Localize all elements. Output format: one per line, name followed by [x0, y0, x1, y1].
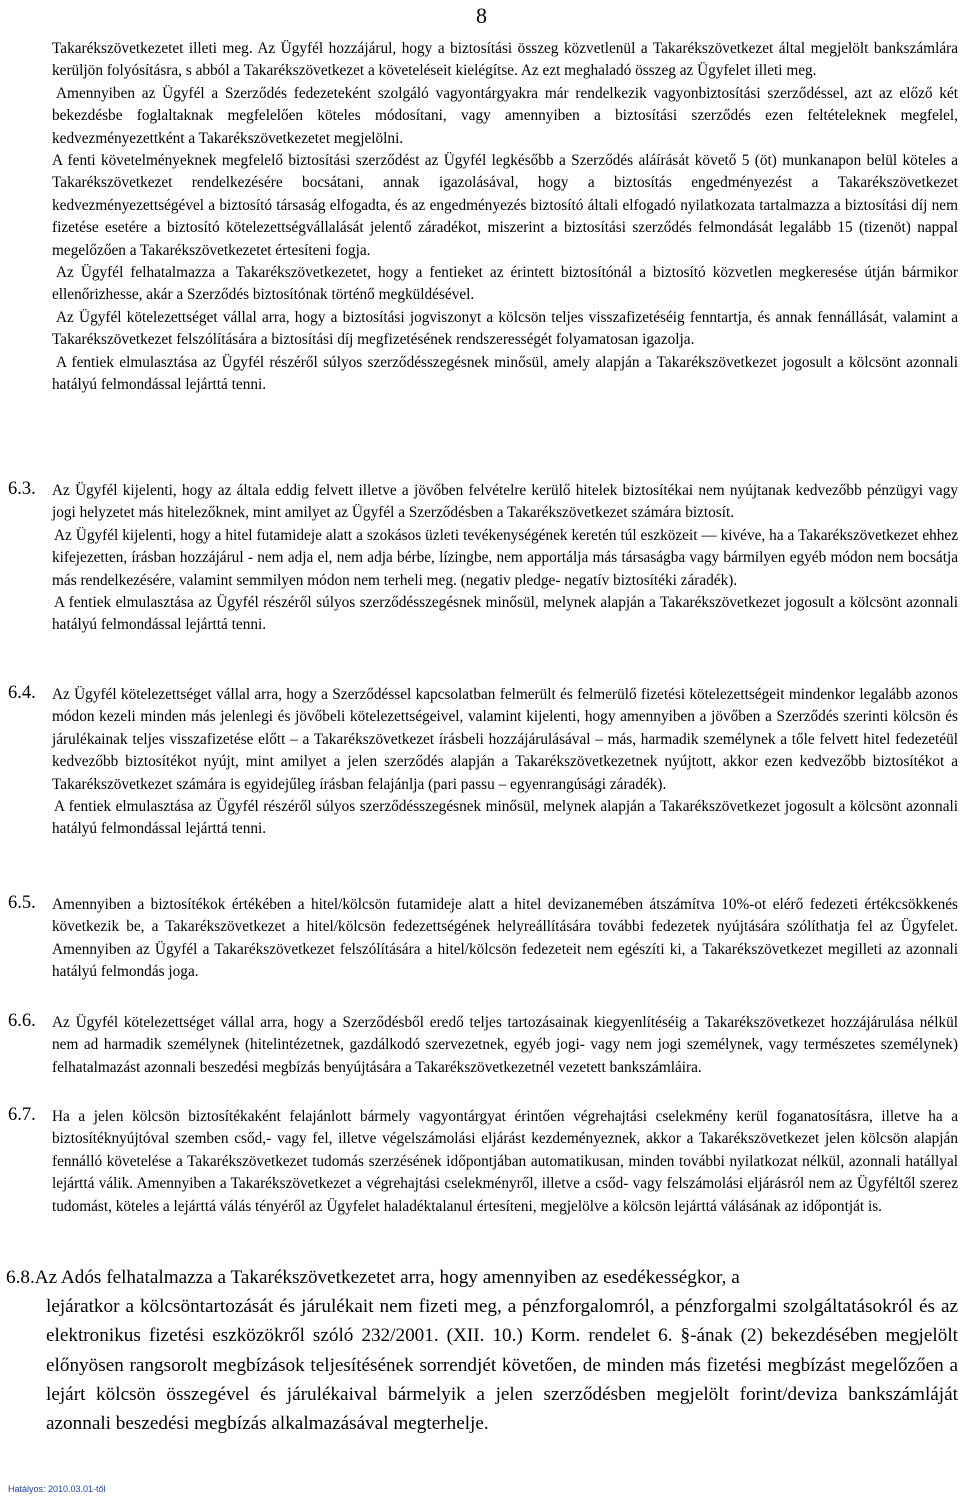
section-body [52, 1106, 958, 1218]
validity-footer: Hatályos: 2010.03.01-től [8, 1484, 106, 1494]
section-paragraph: Az Ügyfél kötelezettséget vállal arra, hogy a Szerződésből eredő teljes tartozásainak kiegyenlítéséig a Takarékszövetkezet hozzájárulása nélkül nem ad harmadik személynek (hitelintézetnek, gazdálkodó szervezetnek, egyéb jogi- vagy nem jogi személynek, vagy természetes személynek) felhatalmazást azonnali beszedési megbízás benyújtására a Takarékszövetkezetnél vezetett bankszámláira. [52, 1014, 958, 1076]
intro-paragraph-4: Az Ügyfél felhatalmazza a Takarékszövetkezetet, hogy a fentieket az érintett biztosítónál a biztosító közvetlen megkeresése útján bármikor ellenőrizhesse, akár a Szerződés biztosítónak történő megküldésével. [52, 264, 958, 304]
section-paragraph: Ha a jelen kölcsön biztosítékaként felajánlott bármely vagyontárgyat érintően végrehajtási cselekmény kerül foganatosításra, illetve ha a biztosítéknyújtóval szemben csőd,- vagy fel, illetve végelszámolási eljárást kezdeményeznek, akkor a Takarékszövetkezet jelen kölcsön alapján fennálló követelése a Takarékszövetkezet tudomás szerzésének időpontjában automatikusan, minden további nyilatkozat nélkül, azonnali hatállyal lejárttá válik. Amennyiben a Takarékszövetkezet a végrehajtási cselekményről, illetve a csőd- vagy felszámolási eljárásról nem az Ügyféltől szerez tudomást, köteles a lejárttá válás tényéről az Ügyfelet haladéktalanul értesíteni, megjelölve a kölcsön lejárttá válásának az időpontját is. [52, 1108, 958, 1215]
intro-paragraph-1: Takarékszövetkezetet illeti meg. Az Ügyfél hozzájárul, hogy a biztosítási összeg közvetlenül a Takarékszövetkezet által megjelölt bankszámlára kerüljön folyósításra, s abból a Takarékszövetkezet a követeléseit kielégítse. Az ezt meghaladó összeg az Ügyfelet illeti meg. [52, 40, 958, 80]
section-body [52, 480, 958, 637]
section-number: 6.5. [8, 893, 36, 913]
section-6-8 [6, 1263, 958, 1438]
section-first-line: Az Adós felhatalmazza a Takarékszövetkezetet arra, hogy amennyiben az esedékességkor, a [34, 1267, 740, 1288]
intro-paragraph-5: Az Ügyfél kötelezettséget vállal arra, hogy a biztosítási jogviszonyt a kölcsön teljes visszafizetéséig fenntartja, és annak fennállását, valamint a Takarékszövetkezet felszólítására a biztosítási díj megfizetésének rendszerességét folyamatosan igazolja. [52, 308, 958, 349]
intro-paragraph-6: A fentiek elmulasztása az Ügyfél részéről súlyos szerződésszegésnek minősül, amely alapján a Takarékszövetkezet jogosult a kölcsönt azonnali hatályú felmondással lejárttá tenni. [52, 353, 958, 394]
section-body [52, 1012, 958, 1079]
section-paragraph: A fentiek elmulasztása az Ügyfél részéről súlyos szerződésszegésnek minősül, melynek alapján a Takarékszövetkezet jogosult a kölcsönt azonnali hatályú felmondással lejárttá tenni. [52, 798, 958, 838]
section-paragraph: Az Ügyfél kijelenti, hogy az általa eddig felvett illetve a jövőben felvételre kerülő hitelek biztosítékai nem nyújtanak kedvezőbb pénzügyi vagy jogi helyzetet más hitelezőknek, mint amilyet az Ügyfél a Szerződésben a Takarékszövetkezet számára biztosít. [52, 482, 958, 522]
section-body: lejáratkor a kölcsöntartozását és járulékait nem fizeti meg, a pénzforgalomról, a pénzforgalmi szolgáltatásokról és az elektronikus fizetési eszközökről szóló 232/2001. (XII. 10.) Korm. rendelet 6. §-ának (2) bekezdésében megjelölt előnyösen rangsorolt megbízások teljesítésének sorrendjét követően, de minden más fizetési megbízást megelőzően a lejárt kölcsön összegével és járulékaival bármelyik a jelen szerződésben megjelölt forint/deviza bankszámláját azonnali beszedési megbízás alkalmazásával megterhelje. [46, 1296, 958, 1435]
section-number: 6.8. [6, 1267, 35, 1288]
section-number: 6.6. [8, 1011, 36, 1031]
intro-paragraph-2: Amennyiben az Ügyfél a Szerződés fedezeteként szolgáló vagyontárgyakra már rendelkezik vagyonbiztosítási szerződéssel, azt az előző két bekezdésbe foglaltaknak megfelelően köteles módosítani, vagy amennyiben a biztosítási szerződés ezen feltételeknek megfelel, kedvezményezettként a Takarékszövetkezetet megjelölni. [52, 84, 958, 147]
section-paragraph: Az Ügyfél kötelezettséget vállal arra, hogy a Szerződéssel kapcsolatban felmerült és felmerülő fizetési kötelezettségeit mindenkor legalább azonos módon kezeli minden más jelenlegi és jövőbeli kötelezettségeivel, valamint kijelenti, hogy amennyiben a jövőben a Szerződés szerinti kölcsön és járulékainak teljes visszafizetése előtt – a Takarékszövetkezet írásbeli hozzájárulásával – más, harmadik személynek a tőle felvett hitel fedezetéül kedvezőbb biztosítékot nyújt, mint amilyet a jelen szerződés alapján a Takarékszövetkezetnek nyújtott, akkor ezen kedvezőbb biztosítékot a Takarékszövetkezet számára is egyidejűleg írásban felajánlja (pari passu – egyenrangúsági záradék). [52, 686, 958, 793]
section-number: 6.7. [8, 1105, 36, 1125]
section-paragraph: Amennyiben a biztosítékok értékében a hitel/kölcsön futamideje alatt a hitel devizanemében átszámítva 10%-ot elérő fedezeti értékcsökkenés következik be, a Takarékszövetkezet a hitel/kölcsön fedezettségének helyreállítására további fedezetek nyújtására szólíthatja fel az Ügyfelet. Amennyiben az Ügyfél a Takarékszövetkezet felszólítására a hitel/kölcsön fedezeteit nem egészíti ki, a Takarékszövetkezet megilleti az azonnali hatályú felmondás joga. [52, 896, 958, 981]
section-body [52, 894, 958, 984]
section-number: 6.3. [8, 479, 36, 499]
intro-paragraph-3: A fenti követelményeknek megfelelő biztosítási szerződést az Ügyfél legkésőbb a Szerződés aláírását követő 5 (öt) munkanapon belül köteles a Takarékszövetkezet rendelkezésére bocsátani, annak igazolásával, hogy a biztosítás engedményezést a Takarékszövetkezet kedvezményezettségével a biztosító társaság elfogadta, és az engedményezés biztosító általi elfogadó nyilatkozata tartalmazza a biztosítási díj nem fizetése esetére a biztosító kötelezettségvállalását jelentő záradékot, miszerint a biztosítási szerződés felmondását legalább 15 (tizenöt) nappal megelőzően a Takarékszövetkezetet értesíteni fogja. [52, 152, 958, 259]
section-paragraph: Az Ügyfél kijelenti, hogy a hitel futamideje alatt a szokásos üzleti tevékenységének keretén túl eszközeit — kivéve, ha a Takarékszövetkezet ehhez kifejezetten, írásban hozzájárul - nem adja el, nem adja bérbe, lízingbe, nem apportálja más társaságba vagy bármilyen egyéb módon nem bocsátja más rendelkezésére, valamint semmilyen módon nem terheli meg. (negativ pledge- negatív biztosítéki záradék). [52, 526, 958, 589]
intro-text [52, 38, 958, 397]
section-paragraph: A fentiek elmulasztása az Ügyfél részéről súlyos szerződésszegésnek minősül, melynek alapján a Takarékszövetkezet jogosult a kölcsönt azonnali hatályú felmondással lejárttá tenni. [52, 594, 958, 634]
section-number: 6.4. [8, 683, 36, 703]
page-number: 8 [476, 3, 487, 28]
section-body [52, 684, 958, 841]
